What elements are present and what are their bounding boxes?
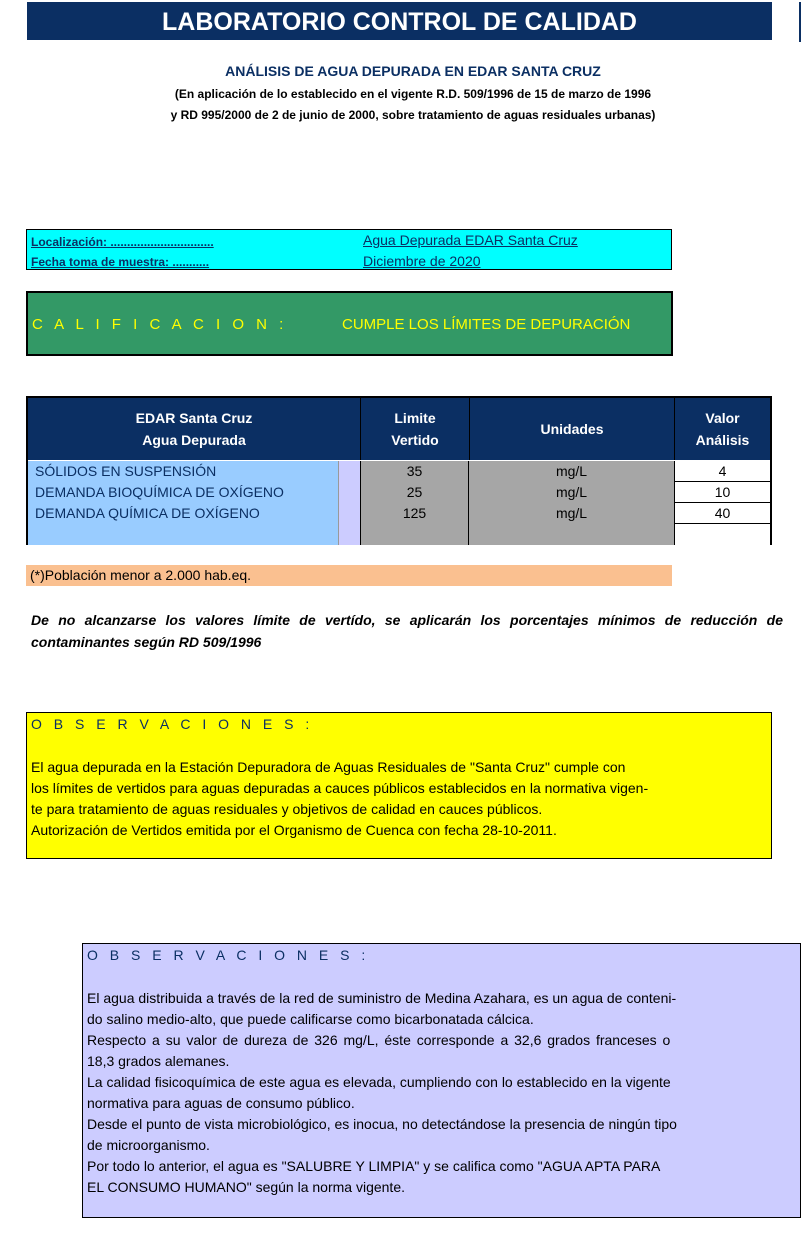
table-row [28, 461, 770, 482]
observation-line: EL CONSUMO HUMANO" según la norma vigente. [87, 1179, 406, 1195]
unit-value: mg/L [469, 482, 674, 503]
location-label: Localización: ............................... [31, 235, 214, 249]
page-title: LABORATORIO CONTROL DE CALIDAD [27, 2, 772, 40]
table-row [28, 482, 770, 503]
header-value-line-2: Análisis [695, 432, 750, 448]
observation-line: Respecto a su valor de dureza de 326 mg/L, éste corresponde a 32,6 grados franceses o [87, 1032, 671, 1048]
classification-label: C A L I F I C A C I O N : [32, 316, 288, 333]
analysis-value-empty [674, 524, 770, 545]
observation-line: do salino medio-alto, que puede calificarse como bicarbonatada cálcica. [87, 1011, 534, 1027]
limit-value: 125 [360, 503, 469, 524]
header-plant-line-1: EDAR Santa Cruz [135, 410, 253, 426]
header-limit-line-1: Limite [394, 410, 436, 426]
table-row [28, 503, 770, 524]
gap-cell [339, 461, 360, 482]
limit-value: 35 [360, 461, 469, 482]
gap-cell [339, 503, 360, 524]
sample-date-label: Fecha toma de muestra: ........... [31, 255, 210, 269]
header-limit-line-2: Vertido [391, 432, 439, 448]
analysis-value: 10 [674, 482, 770, 503]
edge-marker [799, 2, 801, 42]
header-value [674, 398, 770, 460]
observations-title: O B S E R V A C I O N E S : [31, 716, 314, 732]
unit-value: mg/L [469, 503, 674, 524]
header-value-line-1: Valor [705, 410, 740, 426]
header-units-text: Unidades [540, 421, 604, 437]
observation-line: Por todo lo anterior, el agua es "SALUBRE Y LIMPIA" y se califica como "AGUA APTA PARA [87, 1158, 661, 1174]
observation-line: de microorganismo. [87, 1137, 210, 1153]
legal-reference-line-2: y RD 995/2000 de 2 de junio de 2000, sobre tratamiento de aguas residuales urbanas) [170, 108, 656, 122]
parameter-name: DEMANDA QUÍMICA DE OXÍGENO [28, 503, 339, 524]
observation-line: El agua distribuida a través de la red de suministro de Medina Azahara, es un agua de conteni- [87, 990, 677, 1006]
observation-line: normativa para aguas de consumo público. [87, 1095, 355, 1111]
parameter-name: SÓLIDOS EN SUSPENSIÓN [28, 461, 339, 482]
header-plant-line-2: Agua Depurada [142, 432, 246, 448]
analysis-table [26, 396, 772, 545]
observation-line: 18,3 grados alemanes. [87, 1053, 230, 1069]
header-limit [360, 398, 470, 460]
unit-value: mg/L [469, 461, 674, 482]
gap-cell [339, 524, 360, 545]
observation-line: Desde el punto de vista microbiológico, es inocua, no detectándose la presencia de ningún tipo [87, 1116, 677, 1132]
observation-line: los límites de vertidos para aguas depuradas a cauces públicos establecidos en la normativa vigen- [31, 780, 649, 796]
observation-line: La calidad fisicoquímica de este agua es elevada, cumpliendo con lo establecido en la vigente [87, 1074, 671, 1090]
gap-cell [339, 482, 360, 503]
header-plant [28, 398, 360, 460]
parameter-name-empty [28, 524, 339, 545]
classification-value: CUMPLE LOS LÍMITES DE DEPURACIÓN [342, 316, 631, 333]
location-box [26, 229, 672, 270]
observations-title: O B S E R V A C I O N E S : [87, 947, 370, 963]
population-note: (*)Población menor a 2.000 hab.eq. [26, 565, 672, 586]
classification-box [26, 291, 673, 356]
observation-line: El agua depurada en la Estación Depuradora de Aguas Residuales de "Santa Cruz" cumple con [31, 759, 626, 775]
legal-reference-line-1: (En aplicación de lo establecido en el vigente R.D. 509/1996 de 15 de marzo de 1996 [174, 87, 652, 101]
header-units [470, 398, 674, 460]
observation-line: Autorización de Vertidos emitida por el Organismo de Cuenca con fecha 28-10-2011. [31, 822, 557, 838]
report-subtitle: ANÁLISIS DE AGUA DEPURADA EN EDAR SANTA CRUZ [225, 63, 601, 79]
limit-value: 25 [360, 482, 469, 503]
table-row-empty [28, 524, 770, 545]
analysis-value: 4 [674, 461, 770, 482]
location-value: Agua Depurada EDAR Santa Cruz [363, 232, 578, 248]
parameter-name: DEMANDA BIOQUÍMICA DE OXÍGENO [28, 482, 339, 503]
observation-line: te para tratamiento de aguas residuales y objetivos de calidad en cauces públicos. [31, 801, 543, 817]
observations-drinking-water [82, 943, 801, 1218]
observations-wastewater [26, 712, 772, 859]
reduction-warning: De no alcanzarse los valores límite de vertído, se aplicarán los porcentajes mínimos de reducción de contaminantes según RD 509/1996 [31, 612, 783, 650]
unit-value-empty [469, 524, 674, 545]
sample-date-value: Diciembre de 2020 [363, 253, 481, 269]
analysis-value: 40 [674, 503, 770, 524]
limit-value-empty [360, 524, 469, 545]
